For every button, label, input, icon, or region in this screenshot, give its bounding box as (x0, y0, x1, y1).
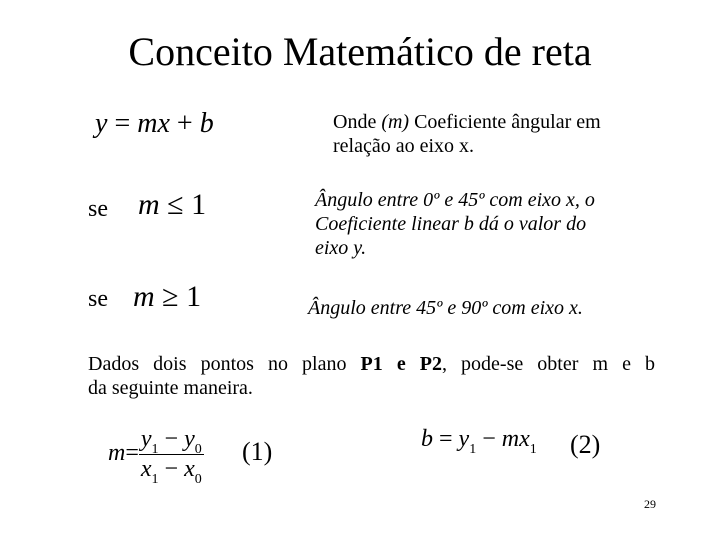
case2-value: 1 (186, 280, 202, 313)
case2-description: Ângulo entre 45º e 90º com eixo x. (308, 297, 583, 319)
case2-se-label: se (88, 286, 108, 312)
eq-b: b (199, 108, 214, 139)
case1-desc-line3: eixo y. (315, 237, 367, 259)
formula2-number: (2) (570, 430, 601, 459)
slope-note-line1: Onde (m) Coeficiente ângular em (333, 111, 601, 133)
case1-se-label: se (88, 196, 108, 222)
equation-line (95, 108, 214, 140)
slide-title: Conceito Matemático de reta (128, 29, 592, 74)
case2-m: m (133, 280, 155, 313)
formula1-m: m (108, 440, 126, 467)
formula1-equals: = (125, 440, 139, 467)
formula2-x-sub: 1 (529, 442, 537, 457)
slope-note-m: (m) (381, 111, 410, 133)
formula2-y-sub: 1 (469, 442, 477, 457)
case1-desc-line1: Ângulo entre 0º e 45º com eixo x, o (315, 189, 595, 211)
case1-m: m (138, 188, 160, 221)
eq-equals: = (114, 108, 131, 139)
eq-x: x (157, 108, 170, 139)
case1-description (315, 188, 660, 260)
case1-value: 1 (191, 188, 207, 221)
point-p1: P1 (360, 353, 383, 375)
formula-slope (108, 426, 204, 487)
formula2-m: m (501, 426, 520, 452)
case2-geq: ≥ (162, 280, 179, 313)
page-number: 29 (644, 497, 656, 511)
eq-y: y (95, 108, 108, 139)
points-paragraph (88, 352, 655, 400)
eq-m: m (137, 108, 158, 139)
formula2-x: x (519, 426, 530, 452)
points-and: e (396, 353, 406, 375)
formula1-denominator: $x_1 - x_0$ (140, 456, 202, 487)
case1-desc-line2: Coeficiente linear b dá o valor do (315, 213, 587, 235)
formula1-fraction (139, 426, 204, 487)
case1-leq: ≤ (167, 188, 184, 221)
formula2-minus: − (482, 426, 496, 452)
case1-inequality (138, 188, 206, 222)
point-p2: P2 (419, 353, 442, 375)
formula2-y: y (458, 426, 470, 452)
formula-intercept (421, 426, 537, 457)
formula2-equals: = (439, 426, 453, 452)
slope-note (333, 110, 673, 158)
eq-plus: + (176, 108, 193, 139)
slope-note-line2: relação ao eixo x. (333, 135, 475, 157)
formula2-b: b (421, 426, 433, 452)
case2-inequality (133, 280, 201, 314)
points-line2: da seguinte maneira. (88, 377, 253, 399)
formula1-number: (1) (242, 437, 273, 466)
formula1-numerator: $y_1 - y_0$ (140, 426, 202, 457)
points-line1: Dados dois pontos no plano P1 e P2, pode-se obter m e b (88, 353, 656, 375)
